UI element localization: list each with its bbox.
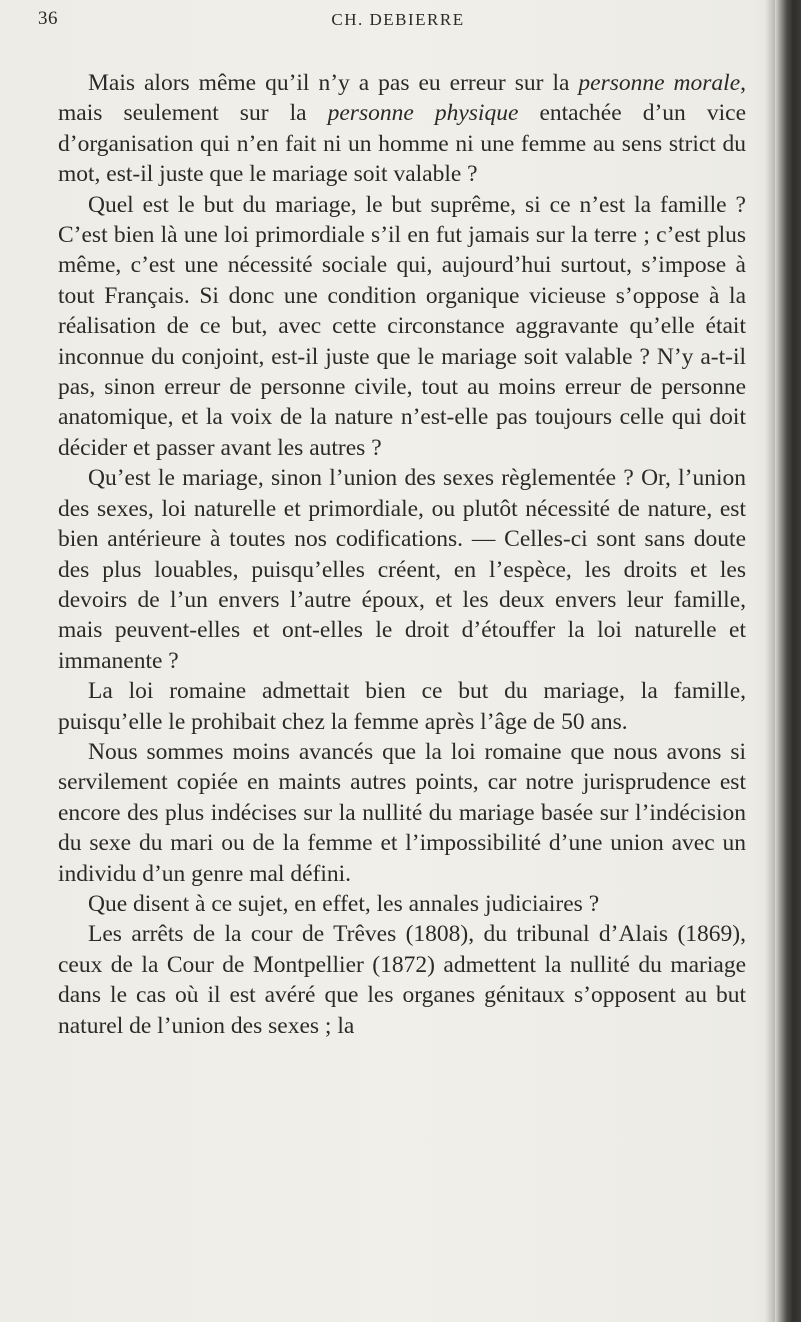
text-run: , mais seulement sur la bbox=[58, 70, 746, 127]
paragraph: Quel est le but du mariage, le but suprême, si ce n’est la famille ? C’est bien là une loi primordiale s’il en fut jamais sur la terre ; c’est plus même, c’est une nécessité sociale qui, aujourd’hui surtout, s’impose à tout Français. Si donc une condition organique vicieuse s’oppose à la réalisation de ce but, avec cette circonstance aggravante qu’elle était inconnue du conjoint, est-il juste que le mariage soit valable ? N’y a-t-il pas, sinon erreur de personne civile, tout au moins erreur de personne anatomique, et la voix de la nature n’est-elle pas toujours celle qui doit décider et passer avant les autres ? bbox=[58, 191, 746, 461]
text-run: Mais alors même qu’il n’y a pas eu erreur sur la bbox=[88, 70, 579, 96]
paragraph: Que disent à ce sujet, en effet, les annales judiciaires ? bbox=[88, 890, 600, 917]
paragraph bbox=[58, 68, 746, 190]
italic-term: personne physique bbox=[327, 100, 519, 127]
text-run: entachée d’un vice d’organisation qui n’en fait ni un homme ni une femme au sens strict du mot, est-il juste que le mariage soit valable ? bbox=[58, 100, 746, 188]
italic-term: personne morale bbox=[578, 70, 741, 96]
paragraph: Les arrêts de la cour de Trêves (1808), du tribunal d’Alais (1869), ceux de la Cour de Montpellier (1872) admettent la nullité du mariage dans le cas où il est avéré que les organes génitaux s’opposent au but naturel de l’union des sexes ; la bbox=[58, 921, 746, 1039]
paragraph: La loi romaine admettait bien ce but du mariage, la famille, puisqu’elle le prohibait chez la femme après l’âge de 50 ans. bbox=[58, 678, 746, 735]
page-edge bbox=[775, 0, 801, 1322]
body-text bbox=[58, 68, 746, 1041]
page-header bbox=[38, 8, 758, 38]
page-shadow bbox=[765, 0, 775, 1322]
paragraph: Qu’est le mariage, sinon l’union des sexes règlementée ? Or, l’union des sexes, loi naturelle et primordiale, ou plutôt nécessité de nature, est bien antérieure à toutes nos codifications. — Celles-ci sont sans doute des plus louables, puisqu’elles créent, en l’espèce, les droits et les devoirs de l’un envers l’autre époux, et les deux envers leur famille, mais peuvent-elles et ont-elles le droit d’étouffer la loi naturelle et immanente ? bbox=[58, 465, 746, 674]
running-head: CH. DEBIERRE bbox=[331, 10, 465, 29]
page-number: 36 bbox=[38, 8, 58, 29]
paragraph: Nous sommes moins avancés que la loi romaine que nous avons si servilement copiée en maints autres points, car notre jurisprudence est encore des plus indécises sur la nullité du mariage basée sur l’indécision du sexe du mari ou de la femme et l’impossibilité d’une union avec un individu d’un genre mal défini. bbox=[58, 738, 746, 887]
